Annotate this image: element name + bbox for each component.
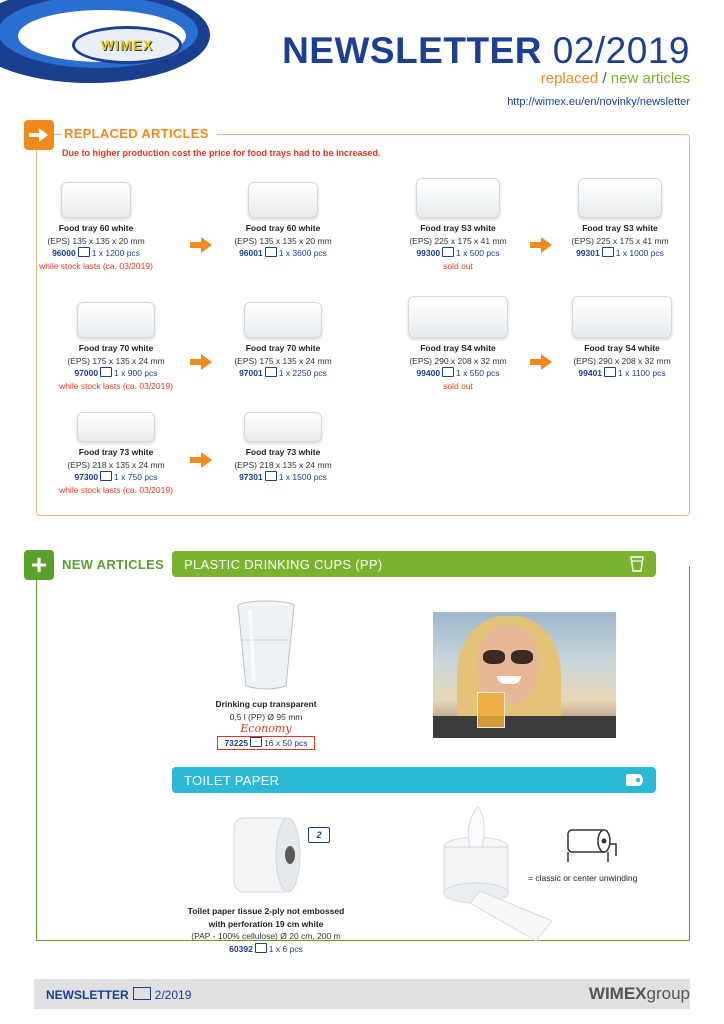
product-card[interactable]: [388, 178, 528, 272]
food-tray-image: [244, 412, 322, 442]
replace-arrow-icon: [190, 237, 212, 253]
product-pack: 1 x 1200 pcs: [91, 248, 140, 258]
box-icon: [265, 471, 277, 481]
replace-arrow-icon: [190, 354, 212, 370]
replace-arrow-icon: [530, 354, 552, 370]
product-code: 96000: [52, 248, 76, 258]
product-status: while stock lasts (ca. 03/2019): [59, 380, 173, 391]
product-pack: 1 x 900 pcs: [114, 368, 158, 378]
replaced-articles-heading: REPLACED ARTICLES: [62, 126, 217, 141]
product-pack: 1 x 500 pcs: [456, 248, 500, 258]
wimex-logo[interactable]: [72, 26, 182, 64]
product-pack: 1 x 6 pcs: [268, 943, 303, 954]
unwinding-note: = classic or center unwinding: [528, 873, 638, 883]
product-card[interactable]: [213, 182, 353, 260]
band-label: PLASTIC DRINKING CUPS (PP): [184, 556, 383, 572]
food-tray-image: [416, 178, 500, 218]
product-name: Food tray 73 white: [245, 447, 321, 457]
toilet-paper-roll-image: [230, 814, 302, 896]
replace-arrow-icon: [530, 237, 552, 253]
subtitle-replaced: replaced: [540, 70, 599, 87]
footer-brand: [589, 984, 690, 1004]
plastic-cups-band: [172, 551, 656, 577]
box-icon: [265, 367, 277, 377]
box-icon: [255, 943, 267, 953]
product-dimensions: (EPS) 225 x 175 x 41 mm: [409, 235, 507, 246]
product-name: Food tray S4 white: [420, 343, 496, 353]
product-name: Food tray 60 white: [58, 223, 134, 233]
brand-bold: WIMEX: [588, 984, 647, 1003]
box-icon: [78, 247, 90, 257]
product-dimensions: (EPS) 225 x 175 x 41 mm: [571, 235, 669, 246]
product-code: 99301: [576, 248, 600, 258]
product-dimensions: 0,5 l (PP) Ø 95 mm: [229, 711, 303, 722]
product-pack: 1 x 1100 pcs: [618, 368, 666, 378]
title-word: NEWSLETTER: [282, 30, 542, 71]
product-card[interactable]: [552, 296, 692, 380]
band-label: TOILET PAPER: [184, 772, 280, 788]
product-card[interactable]: [550, 178, 690, 260]
drinking-cup-image: [236, 600, 296, 692]
box-icon: [100, 367, 112, 377]
product-pack: 1 x 1000 pcs: [615, 248, 664, 258]
product-pack: 16 x 50 pcs: [264, 737, 308, 748]
food-tray-image: [572, 296, 672, 338]
footer-newsletter: [46, 987, 191, 1002]
box-icon: [265, 247, 277, 257]
unwinding-dispenser-icon: [566, 826, 618, 866]
product-code: 97300: [74, 472, 99, 482]
product-code: 73225: [224, 737, 249, 748]
title-issue: 02/2019: [552, 30, 690, 71]
box-icon: [442, 367, 454, 377]
product-status: while stock lasts (ca. 03/2019): [39, 260, 153, 271]
product-code: 97000: [74, 368, 99, 378]
product-dimensions: (EPS) 175 x 135 x 24 mm: [67, 355, 165, 366]
newsletter-title: [282, 30, 690, 72]
product-card[interactable]: [26, 182, 166, 272]
product-dimensions: (EPS) 218 x 135 x 24 mm: [67, 459, 165, 470]
product-card[interactable]: [46, 412, 186, 496]
product-code: 99401: [578, 368, 603, 378]
box-icon: [250, 737, 262, 747]
box-icon: [100, 471, 112, 481]
food-tray-image: [578, 178, 662, 218]
arrow-right-icon: [24, 120, 54, 150]
product-code-box: [217, 736, 314, 751]
product-status: while stock lasts (ca. 03/2019): [59, 484, 173, 495]
product-code: 99300: [416, 248, 441, 258]
price-increase-note: Due to higher production cost the price for food trays had to be increased.: [62, 148, 381, 158]
toilet-paper-band: [172, 767, 656, 793]
footer-issue: 2/2019: [154, 988, 192, 1002]
product-name: Food tray 60 white: [245, 223, 321, 233]
product-status: sold out: [443, 260, 473, 271]
toilet-roll-icon: [624, 771, 646, 789]
product-dimensions: (EPS) 290 x 208 x 32 mm: [409, 355, 507, 366]
footer-newsletter-word: NEWSLETTER: [46, 988, 129, 1002]
product-name: Food tray S3 white: [582, 223, 658, 233]
product-pack: 1 x 2250 pcs: [278, 368, 327, 378]
product-card[interactable]: [196, 698, 336, 750]
mail-icon: [133, 987, 151, 1000]
product-status: sold out: [443, 380, 473, 391]
product-name: Toilet paper tissue 2-ply not embossed: [187, 906, 345, 916]
product-name: Drinking cup transparent: [215, 699, 317, 709]
cup-icon: [628, 555, 646, 573]
product-code: 96001: [239, 248, 263, 258]
food-tray-image: [248, 182, 318, 218]
replace-arrow-icon: [190, 452, 212, 468]
product-code: 99400: [416, 368, 441, 378]
food-tray-image: [61, 182, 131, 218]
newsletter-subtitle: [541, 70, 690, 87]
product-code: 97001: [239, 368, 263, 378]
product-code: 97301: [239, 472, 263, 482]
product-card[interactable]: [388, 296, 528, 392]
newsletter-url-link[interactable]: http://wimex.eu/en/novinky/newsletter: [507, 96, 690, 108]
product-dimensions: (EPS) 135 x 135 x 20 mm: [234, 235, 332, 246]
product-dimensions: (EPS) 135 x 135 x 20 mm: [47, 235, 145, 246]
product-name: Food tray 73 white: [78, 447, 154, 457]
product-dimensions: (EPS) 218 x 135 x 24 mm: [234, 459, 332, 470]
subtitle-slash: /: [598, 70, 611, 87]
product-name-2: with perforation 19 cm white: [208, 918, 324, 929]
product-pack: 1 x 550 pcs: [456, 368, 500, 378]
food-tray-image: [77, 302, 155, 338]
product-dimensions: (PAP - 100% cellulose) Ø 20 cm, 200 m: [191, 931, 341, 941]
product-card[interactable]: [213, 412, 353, 484]
subtitle-new: new articles: [610, 70, 690, 87]
product-pack: 1 x 750 pcs: [114, 472, 158, 482]
product-dimensions: (EPS) 175 x 135 x 24 mm: [234, 355, 332, 366]
product-card[interactable]: [46, 302, 186, 392]
box-icon: [604, 367, 616, 377]
food-tray-image: [408, 296, 508, 338]
product-card[interactable]: [213, 302, 353, 380]
product-name: Food tray 70 white: [78, 343, 154, 353]
logo-text: WIMEX: [100, 37, 154, 53]
box-icon: [442, 247, 454, 257]
product-name: Food tray 70 white: [245, 343, 321, 353]
plus-icon: +: [24, 550, 54, 580]
product-name: Food tray S3 white: [420, 223, 496, 233]
new-articles-heading: NEW ARTICLES: [62, 557, 165, 572]
product-dimensions: (EPS) 290 x 208 x 32 mm: [573, 355, 671, 366]
economy-label: Economy: [240, 722, 292, 735]
woman-with-beer-photo: [433, 612, 616, 738]
product-pack: 1 x 3600 pcs: [278, 248, 327, 258]
ply-badge: 2: [308, 827, 330, 843]
box-icon: [602, 247, 614, 257]
product-card[interactable]: [168, 905, 364, 955]
product-code: 60392: [229, 943, 253, 954]
brand-rest: group: [646, 984, 690, 1003]
food-tray-image: [77, 412, 155, 442]
food-tray-image: [244, 302, 322, 338]
product-pack: 1 x 1500 pcs: [278, 472, 327, 482]
product-name: Food tray S4 white: [584, 343, 660, 353]
